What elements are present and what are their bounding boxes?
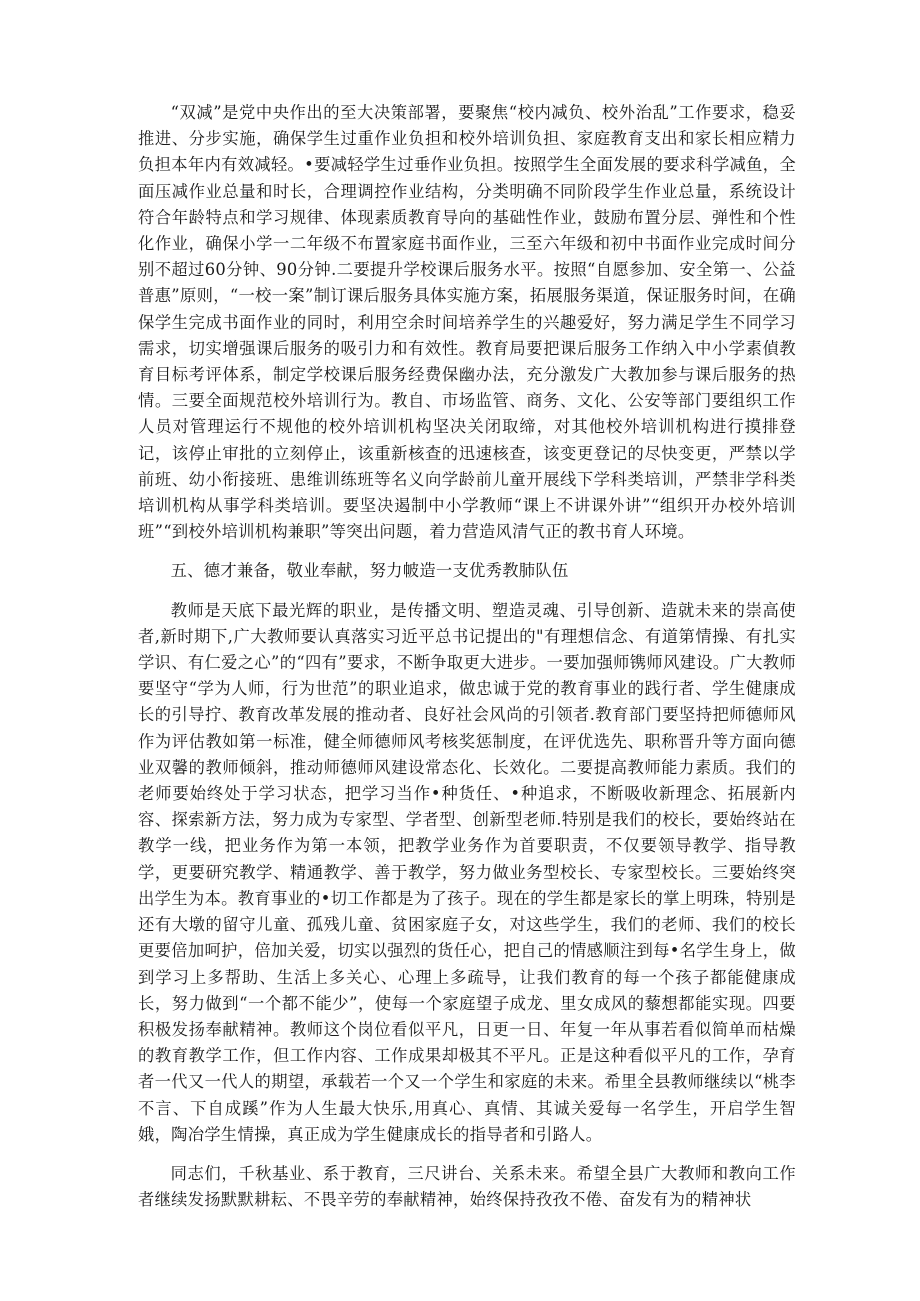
paragraph-teachers: 教师是天底下最光辉的职业，是传播文明、塑造灵魂、引导创新、造就未来的崇高使者,新时期下,广大教师要认真落实习近平总书记提出的"有理想信念、有道第情操、有扎实学识、有仁爱之心”的“四有”要求，不断争取更大进步。一要加强师镌师风建设。广大教师要坚守“学为人师，行为世范”的职业追求，做忠诚于党的教育事业的践行者、学生健康成长的引导拧、教育改革发展的推动者、良好社会风尚的引领者.教育部门要坚持把师德师风作为评估教如第一标准，健全师德师风考核奖惩制度，在评优选先、职称晋升等方面向德业双馨的教师倾斜，推动师德师风建设常态化、长效化。二要提高教师能力素质。我们的老师要始终处于学习状态，把学习当作•种货任、•种追求，不断吸收新理念、拓展新内容、探索新方法，努力成为专家型、学者型、创新型老师.特别是我们的校长，要始终站在教学一线，把业务作为第一本领，把教学业务作为首要职责，不仅要领导教学、指导教学，更要研究教学、精通教学、善于教学，努力做业务型校长、专家型校长。三要始终突出学生为本。教育事业的•切工作都是为了孩子。现在的学生都是家长的掌上明珠，特别是还有大墩的留守儿童、孤残儿童、贫困家庭子女，对这些学生，我们的老师、我们的校长更要倍加呵护，倍加关爱，切实以强烈的货任心，把自己的情感顺注到每•名学生身上，做到学习上多帮助、生活上多关心、心理上多疏导，让我们教育的每一个孩子都能健康成长，努力做到“一个都不能少”，使每一个家庭望子成龙、里女成风的藜想都能实现。四要积极发扬奉献精神。教师这个岗位看似平凡，日更一日、年复一年从事若看似简单而枯燥的教育教学工作，但工作内容、工作成果却极其不平凡。正是这种看似平凡的工作，孕育者一代又一代人的期望，承载若一个又一个学生和家庭的未来。希里全县教师继续以“桃李不言、下自成蹊”作为人生最大快乐,用真心、真情、其诚关爱每一名学生，开启学生智娥，陶冶学生情操，真正成为学生健康成长的指导者和引路人。	[138, 600, 796, 1144]
section-heading-five: 五、德才兼备，敬业奉献，努力帔造一支优秀教肺队伍	[170, 561, 569, 581]
paragraph-comrades: 同志们，千秋基业、系于教育，三尺讲台、关系未来。希望全县广大教师和教向工作者继续发扬默默耕耘、不畏辛劳的奉献精神，始终保持孜孜不倦、奋发有为的精神状	[138, 1163, 796, 1210]
document-page	[138, 100, 796, 1226]
paragraph-double-reduction: “双减”是党中央作出的至大决策部署，要聚焦“校内减负、校外治乱”工作要求，稳妥推进、分步实施，确保学生过重作业负担和校外培训负担、家庭教育支出和家长相应精力负担本年内有效减轻。•要减轻学生过垂作业负担。按照学生全面发展的要求科学减鱼，全面压减作业总量和时长，合理调控作业结构，分类明确不同阶段学生作业总量，系统设计符合年龄特点和学习规律、体现素质教育导向的基础性作业，鼓励布置分层、弹性和个性化作业，确保小学一二年级不布置家庭书面作业，三至六年级和初中书面作业完成时间分别不超过60分钟、90分钟.二要提升学校课后服务水平。按照“自愿参加、安全第一、公益普惠”原则，“一校一案”制订课后服务具体实施方案，拓展服务渠道，保证服务时间，在确保学生完成书面作业的同时，利用空余时间培养学生的兴趣爱好，努力满足学生不同学习需求，切实增强课后服务的吸引力和有效性。教育局要把课后服务工作纳入中小学素偵教育目标考评体系，制定学校课后服务经费保幽办法，充分激发广大教加参与课后服务的热情。三要全面规范校外培训行为。教自、市场监管、商务、文化、公安等部门要组织工作人员对管理运行不规他的校外培训机构坚决关闭取缔，对其他校外培训机构进行摸排登记，该停止审批的立刻停止，该重新核查的迅速核查，该变更登记的尽快变更，严禁以学前班、幼小衔接班、患维训练班等名义向学龄前儿童开展线下学科类培训，严禁非学科类培训机构从事学科类培训。要坚决遏制中小学教师“课上不讲课外讲”“组织开办校外培训班”“到校外培训机构兼职”等突出问题，着力营造风清气正的教书育人环境。	[138, 103, 796, 542]
